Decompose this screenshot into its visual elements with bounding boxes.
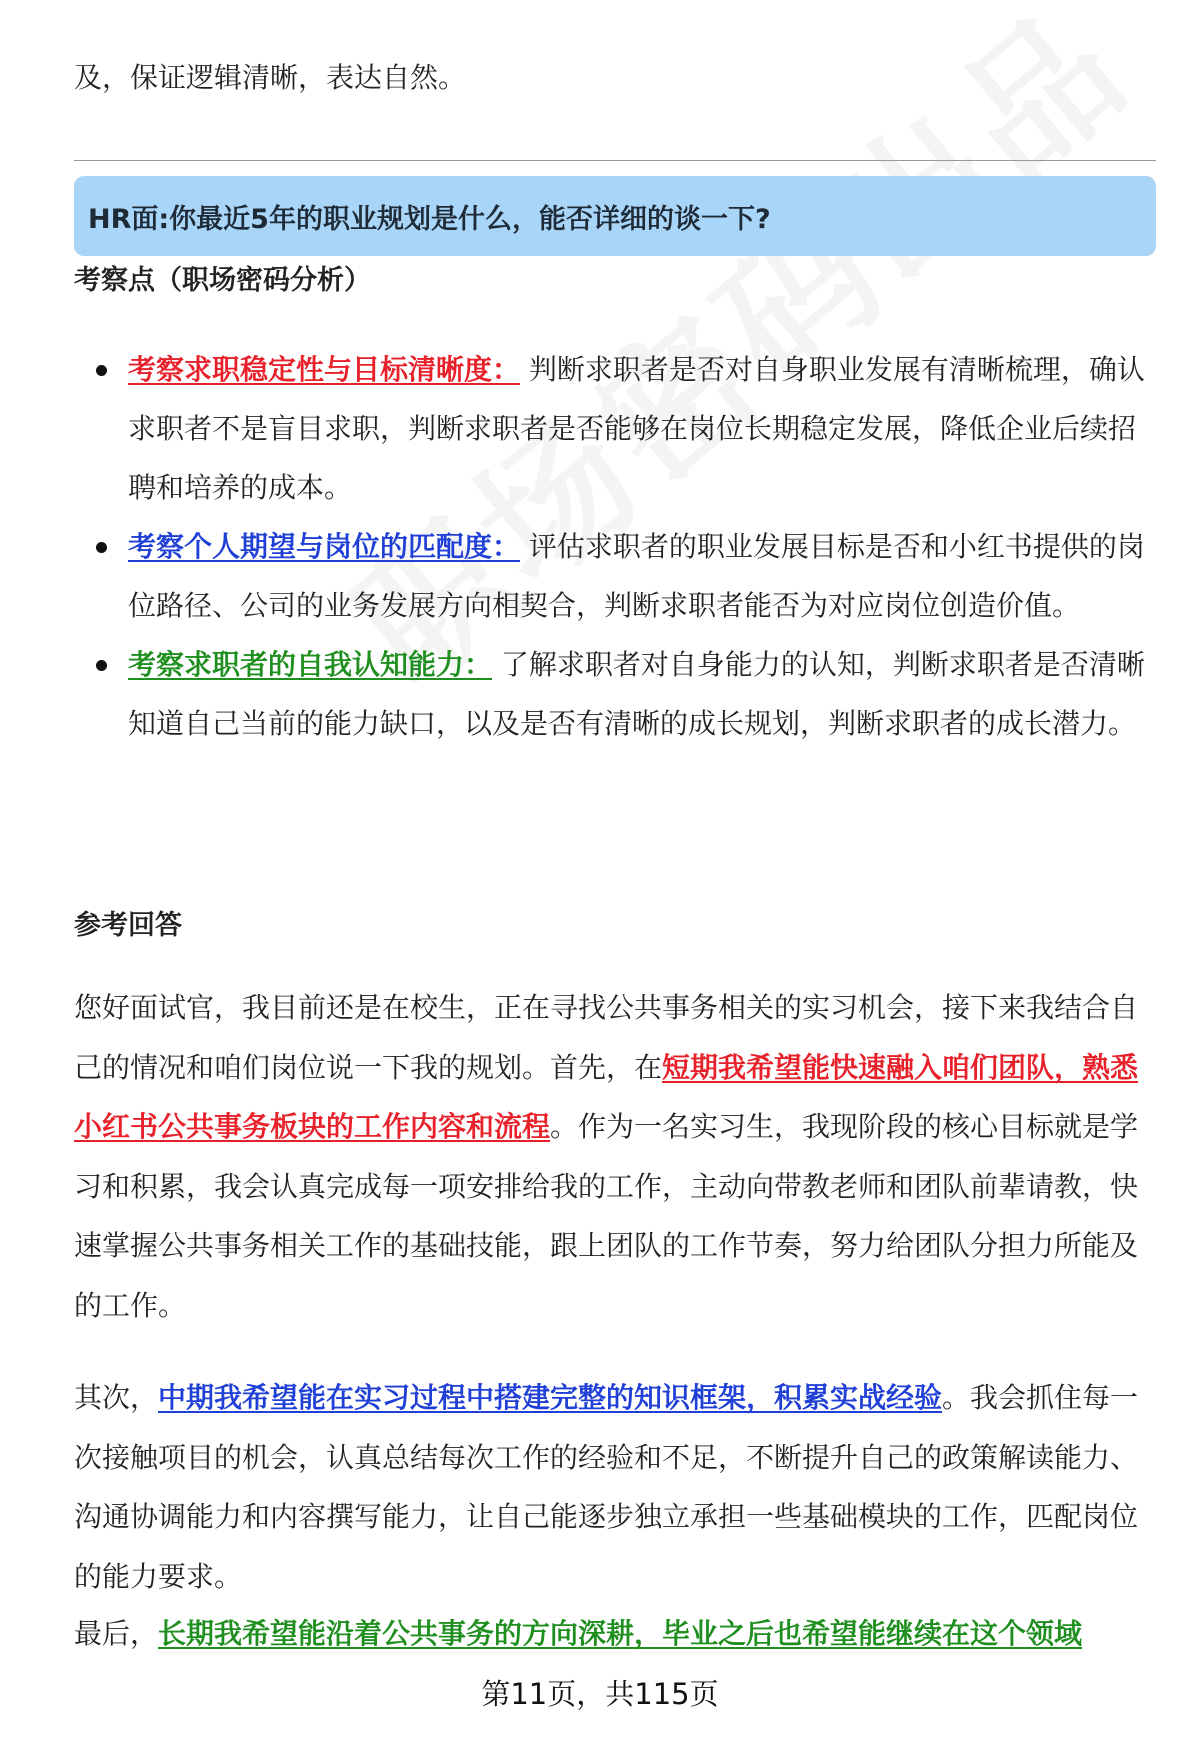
bullet-text: 评估求职者的职业发展目标是否和小红书提供的岗位路径、公司的业务发展方向相契合，判断求职者能否为对应岗位创造价值。 <box>128 530 1145 622</box>
answer-highlight-short-term: 短期我希望能快速融入咱们团队，熟悉小红书公共事务板块的工作内容和流程 <box>74 1050 1139 1143</box>
bullet-text: 了解求职者对自身能力的认知，判断求职者是否清晰知道自己当前的能力缺口，以及是否有清晰的成长规划，判断求职者的成长潜力。 <box>128 648 1145 740</box>
bullet-dot-icon <box>96 542 107 553</box>
intro-text: 及，保证逻辑清晰，表达自然。 <box>74 61 467 94</box>
bullet-key: 考察个人期望与岗位的匹配度： <box>128 530 521 563</box>
answer-paragraph-3 <box>74 1604 1156 1664</box>
bullet-dot-icon <box>96 660 107 671</box>
answer-paragraph-2 <box>74 1368 1156 1606</box>
answer-text: 。我会抓住每一次接触项目的机会，认真总结每次工作的经验和不足，不断提升自己的政策解读能力、沟通协调能力和内容撰写能力，让自己能逐步独立承担一些基础模块的工作，匹配岗位的能力要求。 <box>74 1381 1139 1593</box>
page-footer: 第11页，共115页 <box>481 1677 719 1711</box>
answer-text: 最后， <box>74 1617 159 1650</box>
list-item <box>74 340 1156 517</box>
analysis-list <box>74 340 1156 753</box>
answer-heading: 参考回答 <box>74 910 182 941</box>
bullet-key: 考察求职者的自我认知能力： <box>128 648 493 681</box>
list-item <box>74 635 1156 753</box>
answer-text: 。作为一名实习生，我现阶段的核心目标就是学习和积累，我会认真完成每一项安排给我的工作，主动向带教老师和团队前辈请教，快速掌握公共事务相关工作的基础技能，跟上团队的工作节奏，努力给团队分担力所能及的工作。 <box>74 1110 1139 1322</box>
answer-text: 其次， <box>74 1381 159 1414</box>
analysis-heading: 考察点（职场密码分析） <box>74 265 371 296</box>
answer-text: 您好面试官，我目前还是在校生，正在寻找公共事务相关的实习机会，接下来我结合自己的情况和咱们岗位说一下我的规划。首先，在 <box>74 991 1139 1084</box>
question-box <box>74 176 1156 256</box>
list-item <box>74 517 1156 635</box>
bullet-key: 考察求职稳定性与目标清晰度： <box>128 353 521 386</box>
question-title: HR面:你最近5年的职业规划是什么，能否详细的谈一下? <box>88 203 771 235</box>
answer-paragraph-1 <box>74 978 1156 1335</box>
divider <box>74 160 1156 161</box>
answer-highlight-mid-term: 中期我希望能在实习过程中搭建完整的知识框架，积累实战经验 <box>158 1381 943 1414</box>
bullet-dot-icon <box>96 365 107 376</box>
bullet-text: 判断求职者是否对自身职业发展有清晰梳理，确认求职者不是盲目求职，判断求职者是否能够在岗位长期稳定发展，降低企业后续招聘和培养的成本。 <box>128 353 1145 504</box>
answer-highlight-long-term: 长期我希望能沿着公共事务的方向深耕，毕业之后也希望能继续在这个领域 <box>158 1617 1083 1650</box>
